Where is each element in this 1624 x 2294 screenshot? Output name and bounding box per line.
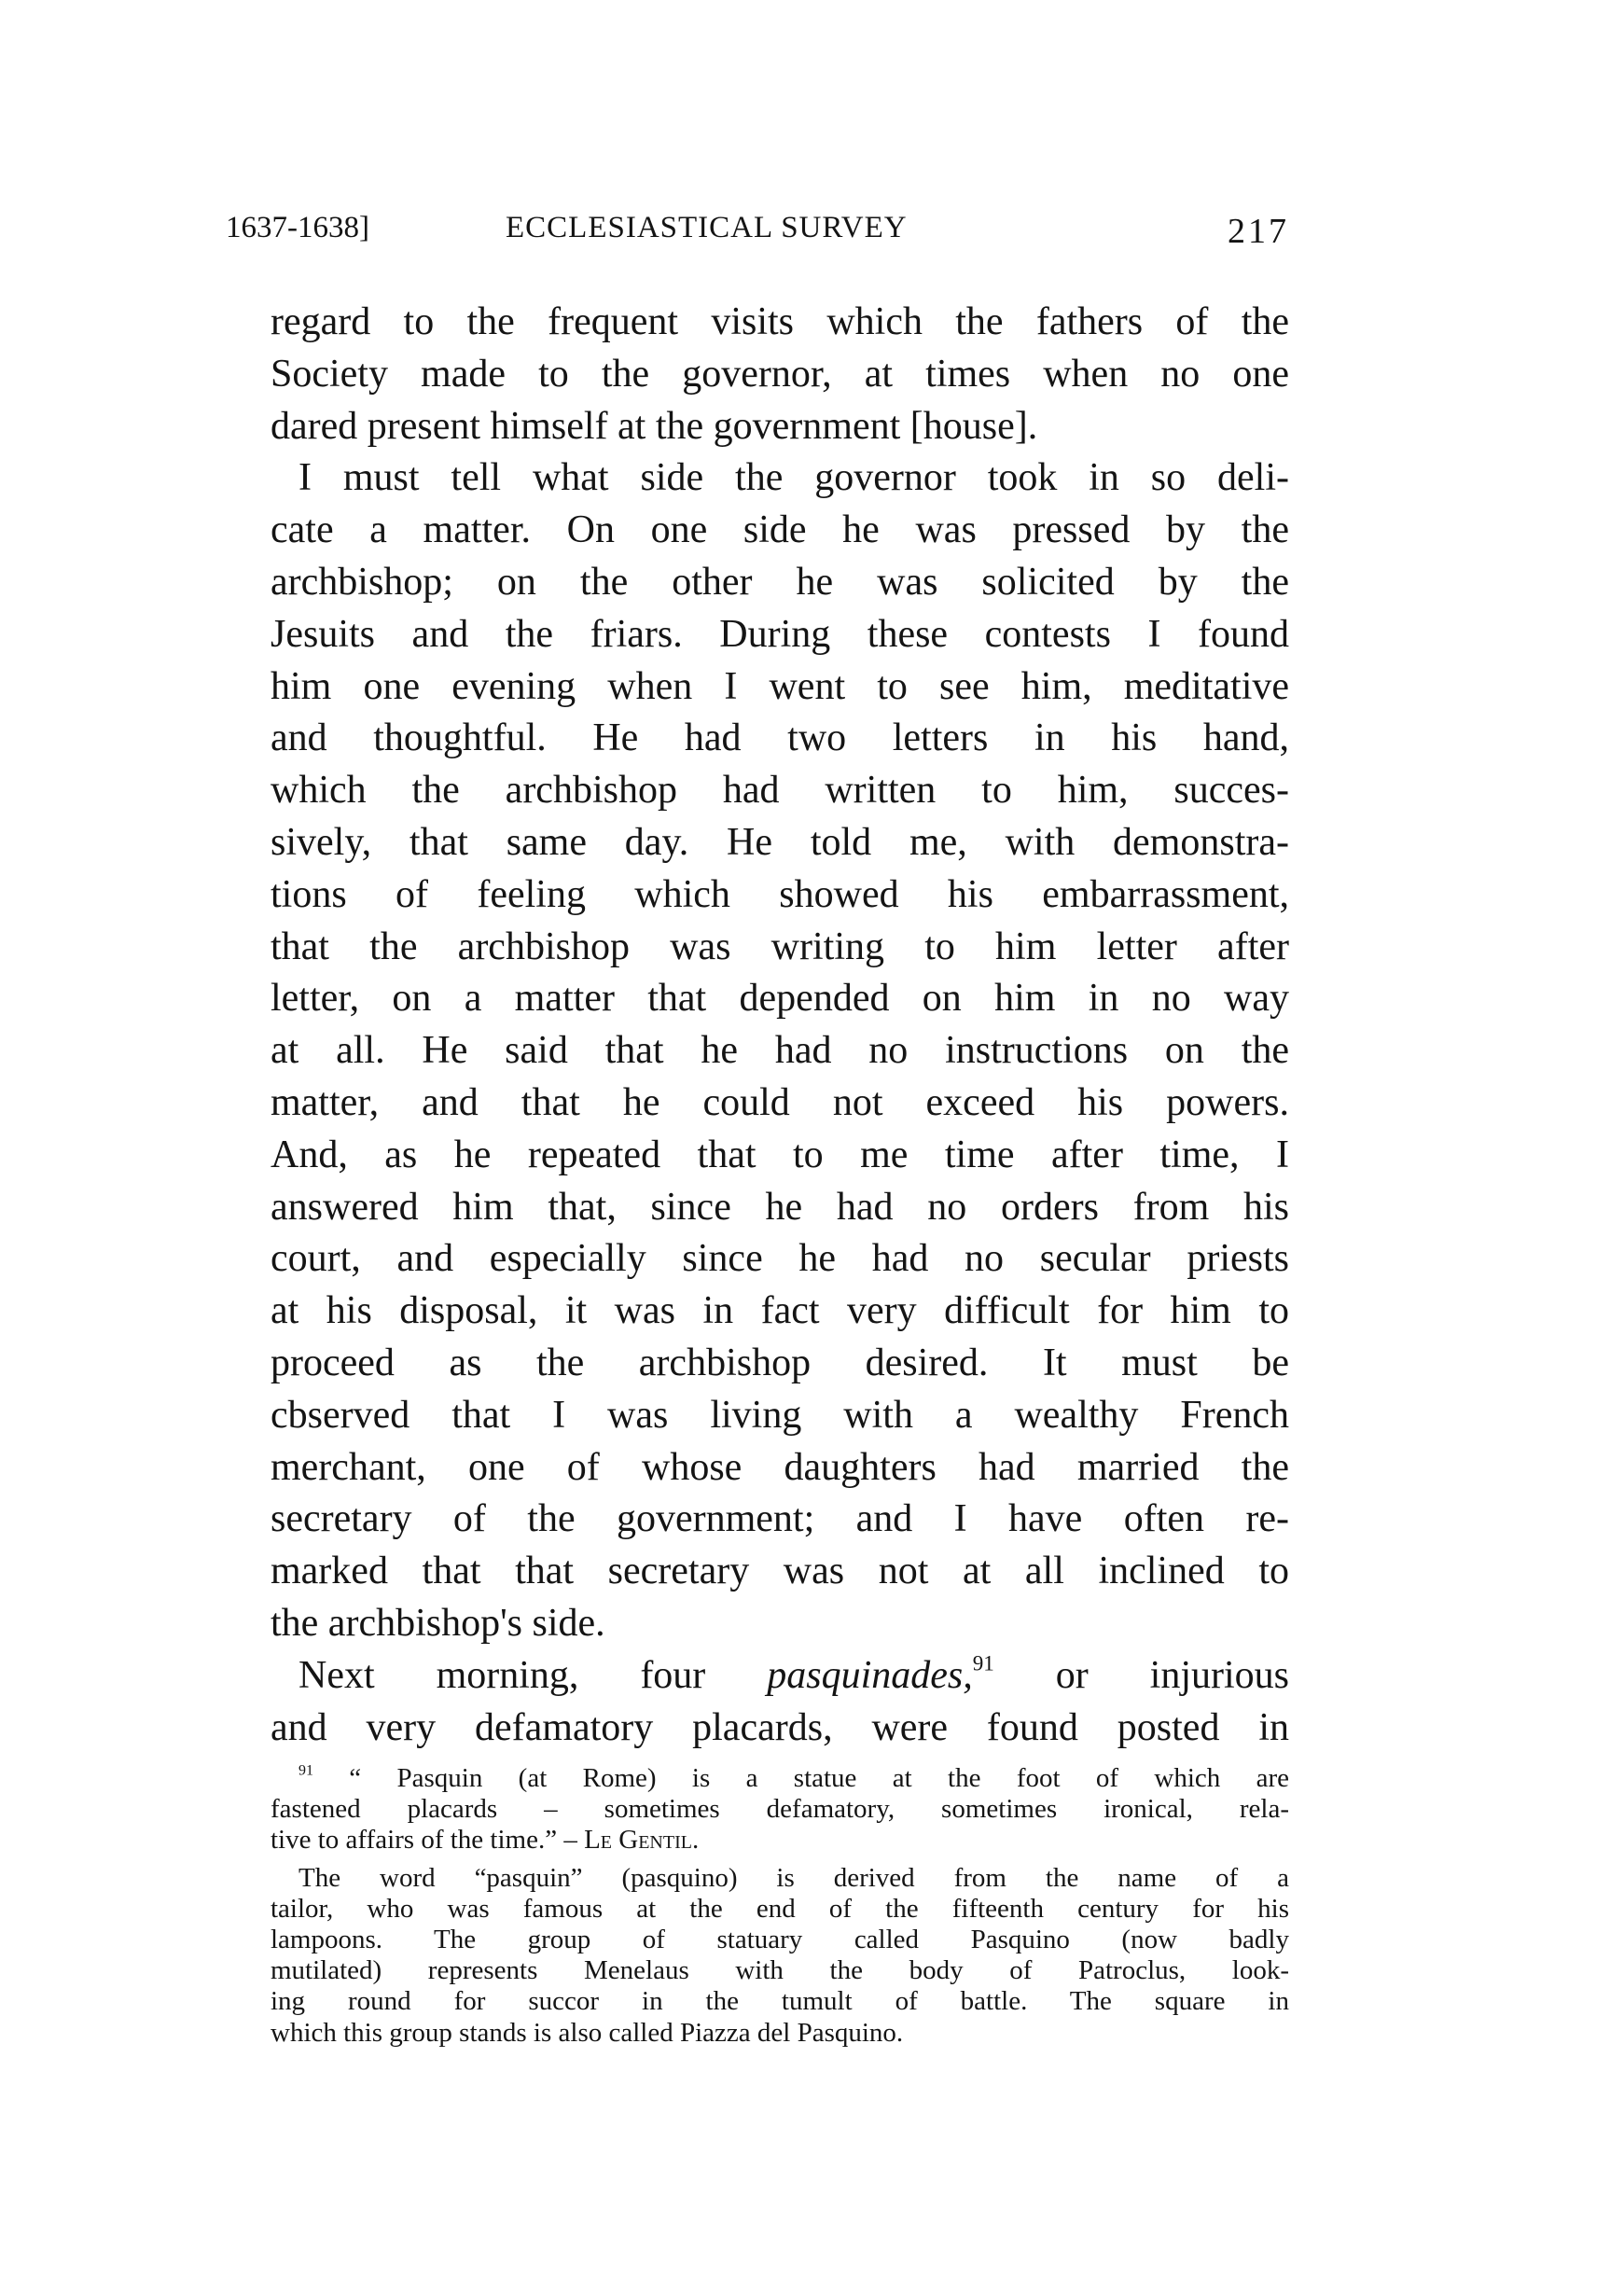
line-text: And, as he repeated that to me time after time, I bbox=[271, 1133, 1289, 1176]
author-attribution: Le Gentil. bbox=[584, 1825, 700, 1856]
footnote-line bbox=[271, 1863, 1289, 1894]
text-line bbox=[271, 1703, 1289, 1755]
line-text: archbishop; on the other he was solicited by the bbox=[271, 560, 1289, 604]
body-text bbox=[271, 297, 1289, 1754]
footnote-line bbox=[271, 1794, 1289, 1825]
text-line bbox=[271, 1338, 1289, 1390]
text-line bbox=[271, 922, 1289, 974]
line-text: regard to the frequent visits which the fathers of the bbox=[271, 300, 1289, 343]
line-text: ing round for succor in the tumult of battle. The square in bbox=[271, 1986, 1289, 2017]
text-line bbox=[271, 1025, 1289, 1077]
text-line bbox=[271, 1077, 1289, 1130]
line-text: mutilated) represents Menelaus with the body of Patroclus, look- bbox=[271, 1955, 1289, 1986]
text-line bbox=[271, 1650, 1289, 1703]
text-line bbox=[271, 713, 1289, 765]
italic-term: pasquinades, bbox=[767, 1653, 973, 1697]
line-text: the archbishop's side. bbox=[271, 1601, 605, 1645]
footnote-line bbox=[271, 1894, 1289, 1925]
text-line bbox=[271, 452, 1289, 505]
line-text: Jesuits and the friars. During these contests I found bbox=[271, 612, 1289, 656]
text-line bbox=[271, 661, 1289, 714]
header-title: ECCLESIASTICAL SURVEY bbox=[506, 211, 908, 244]
line-text: sively, that same day. He told me, with demonstra- bbox=[271, 820, 1289, 864]
line-text: I must tell what side the governor took in so deli- bbox=[298, 456, 1289, 500]
footnote-line bbox=[271, 1825, 1289, 1856]
text-line bbox=[271, 1598, 1289, 1650]
text-line bbox=[271, 1182, 1289, 1234]
text-line bbox=[271, 401, 1289, 453]
footnote-marker: 91 bbox=[298, 1762, 313, 1779]
text-line bbox=[271, 1546, 1289, 1598]
line-text: that the archbishop was writing to him letter after bbox=[271, 925, 1289, 968]
text-line bbox=[271, 297, 1289, 349]
line-text: and very defamatory placards, were found posted in bbox=[271, 1705, 1289, 1749]
footnote-line bbox=[271, 1986, 1289, 2017]
text-line bbox=[271, 349, 1289, 401]
text-line bbox=[271, 765, 1289, 817]
text-line bbox=[271, 1442, 1289, 1495]
line-text: him one evening when I went to see him, meditative bbox=[271, 664, 1289, 708]
footnote-line bbox=[271, 1955, 1289, 1986]
footnotes bbox=[271, 1763, 1289, 2049]
text-line bbox=[271, 1130, 1289, 1182]
line-text: “ Pasquin (at Rome) is a statue at the foot of which are bbox=[312, 1763, 1289, 1793]
line-text: fastened placards – sometimes defamatory, sometimes ironical, rela- bbox=[271, 1794, 1289, 1825]
line-text: answered him that, since he had no orders from his bbox=[271, 1185, 1289, 1229]
line-text: The word “pasquin” (pasquino) is derived from the name of a bbox=[298, 1862, 1289, 1893]
line-text: letter, on a matter that depended on him in no way bbox=[271, 977, 1289, 1021]
text-line bbox=[271, 1286, 1289, 1338]
line-text: cate a matter. On one side he was pressed by the bbox=[271, 508, 1289, 552]
text-line bbox=[271, 1494, 1289, 1546]
text-line bbox=[271, 973, 1289, 1025]
line-text: dared present himself at the government [house]. bbox=[271, 404, 1038, 448]
text-line bbox=[271, 1233, 1289, 1286]
line-text: tions of feeling which showed his embarrassment, bbox=[271, 872, 1289, 916]
line-text: matter, and that he could not exceed his powers. bbox=[271, 1080, 1289, 1124]
line-text: lampoons. The group of statuary called Pasquino (now badly bbox=[271, 1924, 1289, 1954]
line-text: at all. He said that he had no instructions on the bbox=[271, 1029, 1289, 1073]
text-line bbox=[271, 1390, 1289, 1442]
text-line bbox=[271, 817, 1289, 869]
footnote-reference: 91 bbox=[972, 1650, 994, 1675]
line-text: which this group stands is also called Piazza del Pasquino. bbox=[271, 2017, 904, 2048]
line-text: proceed as the archbishop desired. It must be bbox=[271, 1341, 1289, 1384]
text-line bbox=[271, 505, 1289, 557]
text-line bbox=[271, 557, 1289, 609]
text-line bbox=[271, 869, 1289, 922]
footnote-line bbox=[271, 2018, 1289, 2049]
line-text: and thoughtful. He had two letters in his hand, bbox=[271, 716, 1289, 760]
line-text: tailor, who was famous at the end of the fifteenth century for his bbox=[271, 1893, 1289, 1924]
line-text: Society made to the governor, at times when no one bbox=[271, 352, 1289, 396]
line-text: which the archbishop had written to him, succes- bbox=[271, 769, 1289, 813]
line-text-after: or injurious bbox=[993, 1653, 1289, 1697]
footnote-line bbox=[271, 1763, 1289, 1794]
line-text: Next morning, four bbox=[298, 1653, 768, 1697]
line-text: tive to affairs of the time.” – bbox=[271, 1825, 585, 1856]
footnote-line bbox=[271, 1925, 1289, 1955]
line-text: secretary of the government; and I have often re- bbox=[271, 1497, 1289, 1541]
line-text: marked that that secretary was not at all inclined to bbox=[271, 1550, 1289, 1593]
line-text: merchant, one of whose daughters had married the bbox=[271, 1445, 1289, 1489]
text-line bbox=[271, 609, 1289, 661]
page-number: 217 bbox=[1228, 212, 1289, 251]
line-text: court, and especially since he had no secular priests bbox=[271, 1237, 1289, 1281]
line-text: at his disposal, it was in fact very difficult for him to bbox=[271, 1289, 1289, 1333]
header-years: 1637-1638] bbox=[226, 211, 369, 244]
line-text: cbserved that I was living with a wealthy French bbox=[271, 1393, 1289, 1437]
running-header bbox=[226, 211, 1289, 252]
